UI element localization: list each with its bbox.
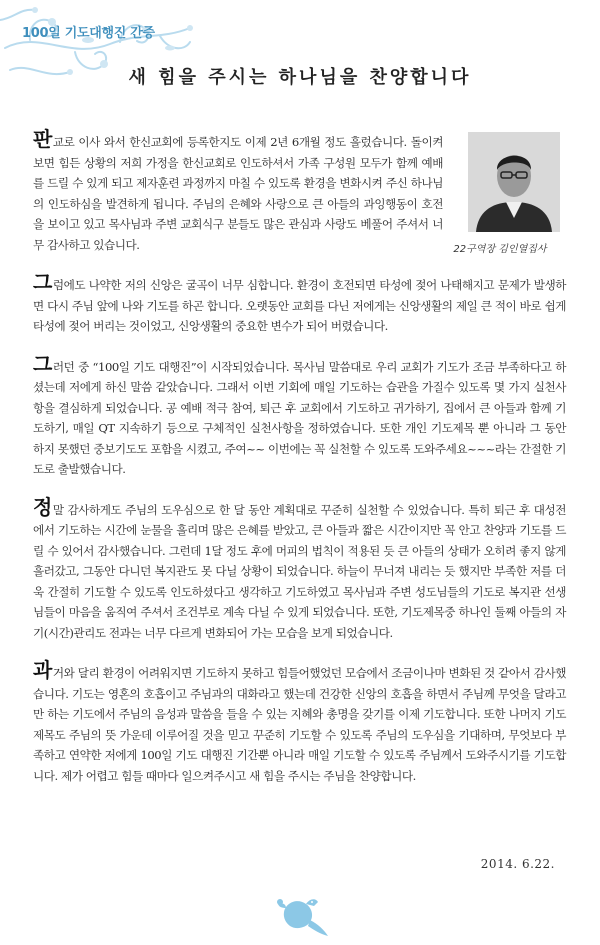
drop-cap: 그 bbox=[33, 351, 52, 376]
paragraph bbox=[33, 658, 566, 786]
paragraph bbox=[33, 494, 567, 644]
paragraph-text: 말 감사하게도 주님의 도우심으로 한 달 동안 계획대로 꾸준히 실천할 수 있었습니다. 특히 퇴근 후 대성전에서 기도하는 시간에 눈물을 흘리며 많은 은혜를 받았고, 큰 아들과 짧은 시간이지만 꼭 안고 찬양과 기도를 드릴 수 있어서 감사했습니다. 그런데 1달 정도 후에 머피의 법칙이 적용된 듯 큰 아들의 상태가 오히려 좋지 않게 흘러갔고, 그동안 다니던 복지관도 못 다닐 상황이 되었습니다. 하늘이 무너져 내리는 듯 했지만 부족한 저를 더욱 간절히 기도할 수 있도록 인도하셨다고 생각하고 기도하였고 목사님과 주변 성도님들의 기도로 복지관 선생님들이 마음을 움직여 주셔서 조건부로 계속 다닐 수 있게 되었습니다. 또한, 기도제목중 하나인 둘째 아들의 자기(시간)관리도 전과는 너무 다르게 변화되어 가는 모습을 보게 되었습니다. bbox=[33, 502, 567, 640]
paragraph-text: 럼에도 나약한 저의 신앙은 굴곡이 너무 심합니다. 환경이 호전되면 타성에 젖어 나태해지고 문제가 발생하면 다시 주님 앞에 나와 기도를 하곤 합니다. 오랫동안 교회를 다닌 저에게는 신앙생활의 제일 큰 적이 바로 쉽게 타성에 젖어 버리는 것이었고, 신앙생활의 중요한 변수가 되어 버렸습니다. bbox=[33, 278, 566, 333]
date-stamp: 2014. 6.22. bbox=[480, 857, 555, 871]
page-title: 새 힘을 주시는 하나님을 찬양합니다 bbox=[128, 67, 472, 88]
bird-icon bbox=[272, 890, 330, 938]
drop-cap: 과 bbox=[33, 658, 52, 682]
paragraph-text: 교로 이사 와서 한신교회에 등록한지도 이제 2년 6개월 정도 흘렀습니다. 돌이켜 보면 힘든 상황의 저희 가정을 한신교회로 인도하셔서 가족 구성원 모두가 함께 예배를 드릴 수 있게 되고 제자훈련 과정까지 마칠 수 있도록 환경을 변화시켜 주신 하나님의 인도하심을 발견하게 됩니다. 주님의 은혜와 사랑으로 큰 아들의 과잉행동이 호전을 보이고 있고 목사님과 주변 교회식구 분들도 많은 관심과 사랑도 베풀어 주셔서 너무 감사하고 있습니다. bbox=[33, 135, 443, 252]
author-caption: 22구역장 김인열집사 bbox=[453, 244, 547, 255]
drop-cap: 정 bbox=[33, 494, 52, 519]
paragraph-text: 러던 중 “100일 기도 대행진”이 시작되었습니다. 목사님 말씀대로 우리 교회가 기도가 조금 부족하다고 하셨는데 저에게 하신 말씀 같았습니다. 그래서 이번 기회에 매일 기도하는 습관을 가질수 있도록 몇 가지 실천사항을 결심하게 되었습니다. 공 예배 적극 참여, 퇴근 후 교회에서 기도하고 귀가하기, 집에서 큰 아들과 함께 기도하기, 매일 QT 지속하기 등으로 구체적인 실천사항을 정하였습니다. 또한 개인 기도제목 뿐 아니라 그 동안 하지 못했던 중보기도도 포함을 시켰고, 주여~~ 이번에는 꼭 실천할 수 있도록 도와주세요~~~라는 간절한 기도로 출발했습니다. bbox=[33, 359, 566, 476]
article-body bbox=[33, 127, 567, 806]
header-label: 100일 기도대행진 간증 bbox=[22, 26, 155, 41]
paragraph bbox=[33, 127, 443, 255]
paragraph bbox=[33, 351, 566, 480]
drop-cap: 그 bbox=[33, 270, 52, 294]
paragraph bbox=[33, 270, 566, 337]
paragraph-text: 거와 달리 환경이 어려워지면 기도하지 못하고 힘들어했었던 모습에서 조금이나마 변화된 것 같아서 감사했습니다. 기도는 영혼의 호흡이고 주님과의 대화라고 했는데 건강한 신앙의 호흡을 하면서 주님께 무엇을 달라고만 하는 기도에서 주님의 음성과 말씀을 들을 수 있는 지혜와 총명을 갖기를 이제 기도합니다. 또한 나머지 기도제목도 주님의 뜻 가운데 이루어질 것을 믿고 꾸준히 기도할 수 있도록 주님의 도우심을 기대하며, 무엇보다 부족하고 연약한 저에게 100일 기도 대행진 기간뿐 아니라 매일 기도할 수 있도록 주님께서 도와주시기를 기도합니다. 제가 어렵고 힘들 때마다 일으켜주시고 새 힘을 주시는 주님을 찬양합니다. bbox=[33, 666, 566, 783]
drop-cap: 판 bbox=[33, 127, 52, 151]
